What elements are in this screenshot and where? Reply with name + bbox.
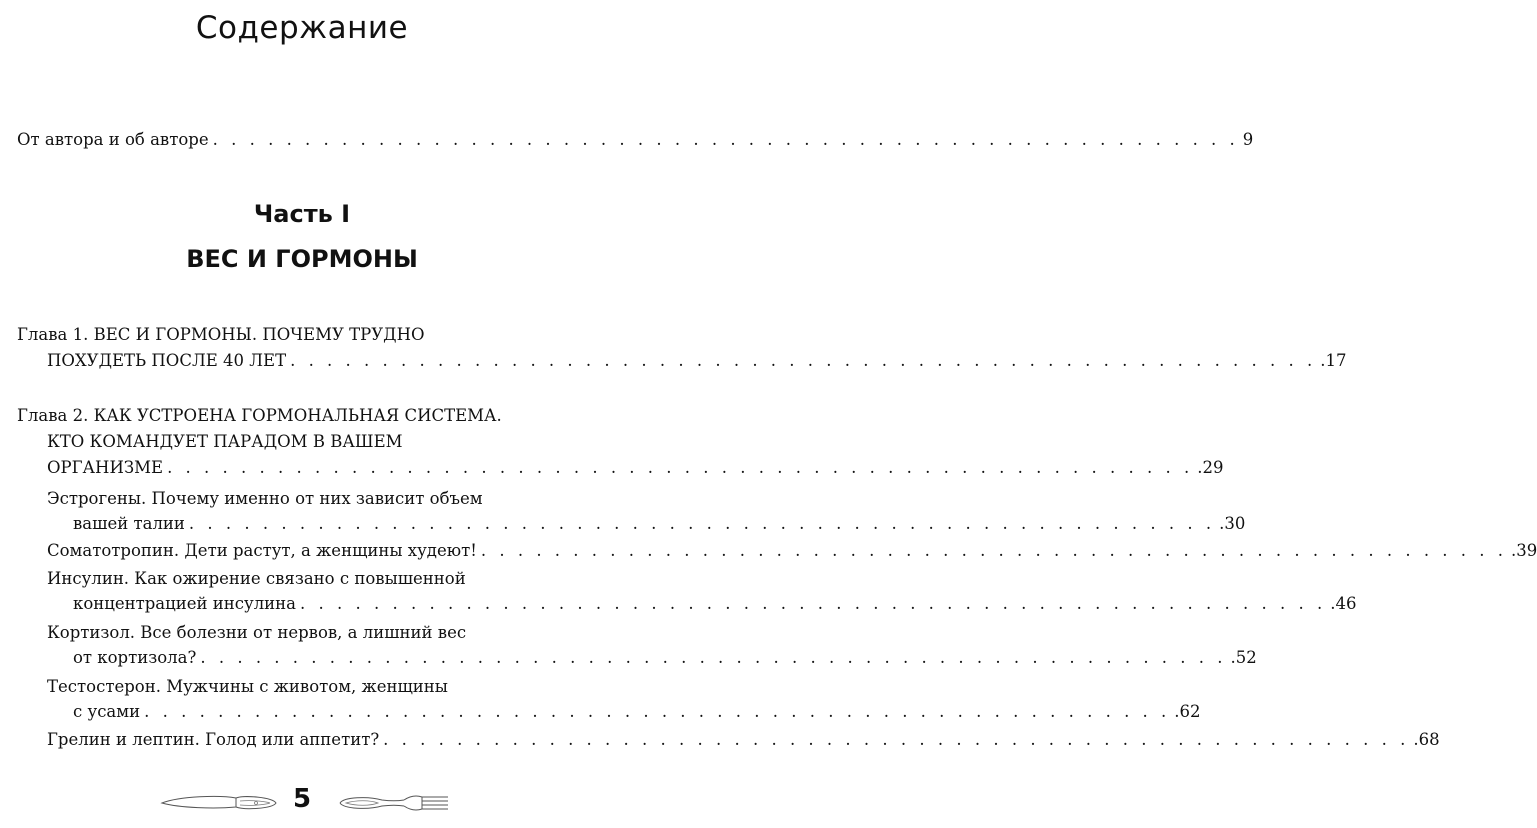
toc-page-number: .46 — [1330, 594, 1357, 613]
dot-leader: . . . . . . . . . . . . . . . . . . . . . . . . . . . . . . . . . . . . . . . . . . . . . . . . . . . . . . . . — [212, 130, 1239, 149]
toc-page-number: .30 — [1219, 514, 1246, 533]
toc-entry-intro[interactable] — [17, 130, 1254, 150]
part-title: ВЕС И ГОРМОНЫ — [186, 245, 418, 273]
dot-leader: . . . . . . . . . . . . . . . . . . . . . . . . . . . . . . . . . . . . . . . . . . . . . . . . . . . . . . . . — [383, 730, 1410, 749]
section-estrogens-line2: вашей талии — [73, 514, 185, 533]
chapter-1-title-line1[interactable]: Глава 1. ВЕС И ГОРМОНЫ. ПОЧЕМУ ТРУДНО — [17, 325, 425, 344]
toc-entry-somatotropin[interactable] — [47, 541, 1537, 561]
toc-entry-chapter-2[interactable] — [47, 458, 1224, 478]
toc-page-number: .68 — [1413, 730, 1440, 749]
toc-entry-cortisol[interactable] — [73, 648, 1257, 668]
page-footer — [0, 780, 604, 820]
toc-page-number: .39 — [1511, 541, 1537, 560]
section-estrogens-line1[interactable]: Эстрогены. Почему именно от них зависит объем — [47, 489, 483, 508]
toc-entry-estrogens[interactable] — [73, 514, 1246, 534]
fork-icon — [338, 792, 450, 814]
toc-page-number: .52 — [1230, 648, 1257, 667]
part-label: Часть I — [253, 200, 351, 228]
toc-entry-ghrelin-leptin[interactable] — [47, 730, 1440, 750]
toc-entry-insulin[interactable] — [73, 594, 1357, 614]
dot-leader: . . . . . . . . . . . . . . . . . . . . . . . . . . . . . . . . . . . . . . . . . . . . . . . . . . . . . . . . — [480, 541, 1508, 560]
toc-page-number: 9 — [1242, 130, 1254, 149]
section-testosterone-line1[interactable]: Тестостерон. Мужчины с животом, женщины — [47, 677, 448, 696]
toc-page-number: .17 — [1320, 351, 1347, 370]
chapter-2-title-line1[interactable]: Глава 2. КАК УСТРОЕНА ГОРМОНАЛЬНАЯ СИСТЕМА. — [17, 406, 502, 425]
section-cortisol-line1[interactable]: Кортизол. Все болезни от нервов, а лишний вес — [47, 623, 467, 642]
chapter-1-title-line2: ПОХУДЕТЬ ПОСЛЕ 40 ЛЕТ — [47, 351, 287, 370]
dot-leader: . . . . . . . . . . . . . . . . . . . . . . . . . . . . . . . . . . . . . . . . . . . . . . . . . . . . . . . . — [200, 648, 1227, 667]
section-insulin-line2: концентрацией инсулина — [73, 594, 297, 613]
dot-leader: . . . . . . . . . . . . . . . . . . . . . . . . . . . . . . . . . . . . . . . . . . . . . . . . . . . . . . . . — [188, 514, 1216, 533]
dot-leader: . . . . . . . . . . . . . . . . . . . . . . . . . . . . . . . . . . . . . . . . . . . . . . . . . . . . . . . . — [144, 702, 1171, 721]
toc-page-number: .62 — [1174, 702, 1201, 721]
page-number: 5 — [292, 784, 312, 814]
dot-leader: . . . . . . . . . . . . . . . . . . . . . . . . . . . . . . . . . . . . . . . . . . . . . . . . . . . . . . . . — [290, 351, 1317, 370]
toc-page-number: .29 — [1197, 458, 1224, 477]
section-testosterone-line2: с усами — [73, 702, 141, 721]
section-somatotropin-title: Соматотропин. Дети растут, а женщины худеют! — [47, 541, 477, 560]
toc-entry-chapter-1[interactable] — [47, 351, 1347, 371]
chapter-2-title-line2[interactable]: КТО КОМАНДУЕТ ПАРАДОМ В ВАШЕМ — [47, 432, 403, 451]
chapter-2-title-line3: ОРГАНИЗМЕ — [47, 458, 164, 477]
toc-entry-title: От автора и об авторе — [17, 130, 209, 149]
section-ghrelin-leptin-title: Грелин и лептин. Голод или аппетит? — [47, 730, 380, 749]
dot-leader: . . . . . . . . . . . . . . . . . . . . . . . . . . . . . . . . . . . . . . . . . . . . . . . . . . . . . . . . — [167, 458, 1194, 477]
section-cortisol-line2: от кортизола? — [73, 648, 197, 667]
dot-leader: . . . . . . . . . . . . . . . . . . . . . . . . . . . . . . . . . . . . . . . . . . . . . . . . . . . . . . . . — [300, 594, 1327, 613]
page-title: Содержание — [195, 10, 409, 46]
section-insulin-line1[interactable]: Инсулин. Как ожирение связано с повышенной — [47, 569, 466, 588]
toc-entry-testosterone[interactable] — [73, 702, 1201, 722]
